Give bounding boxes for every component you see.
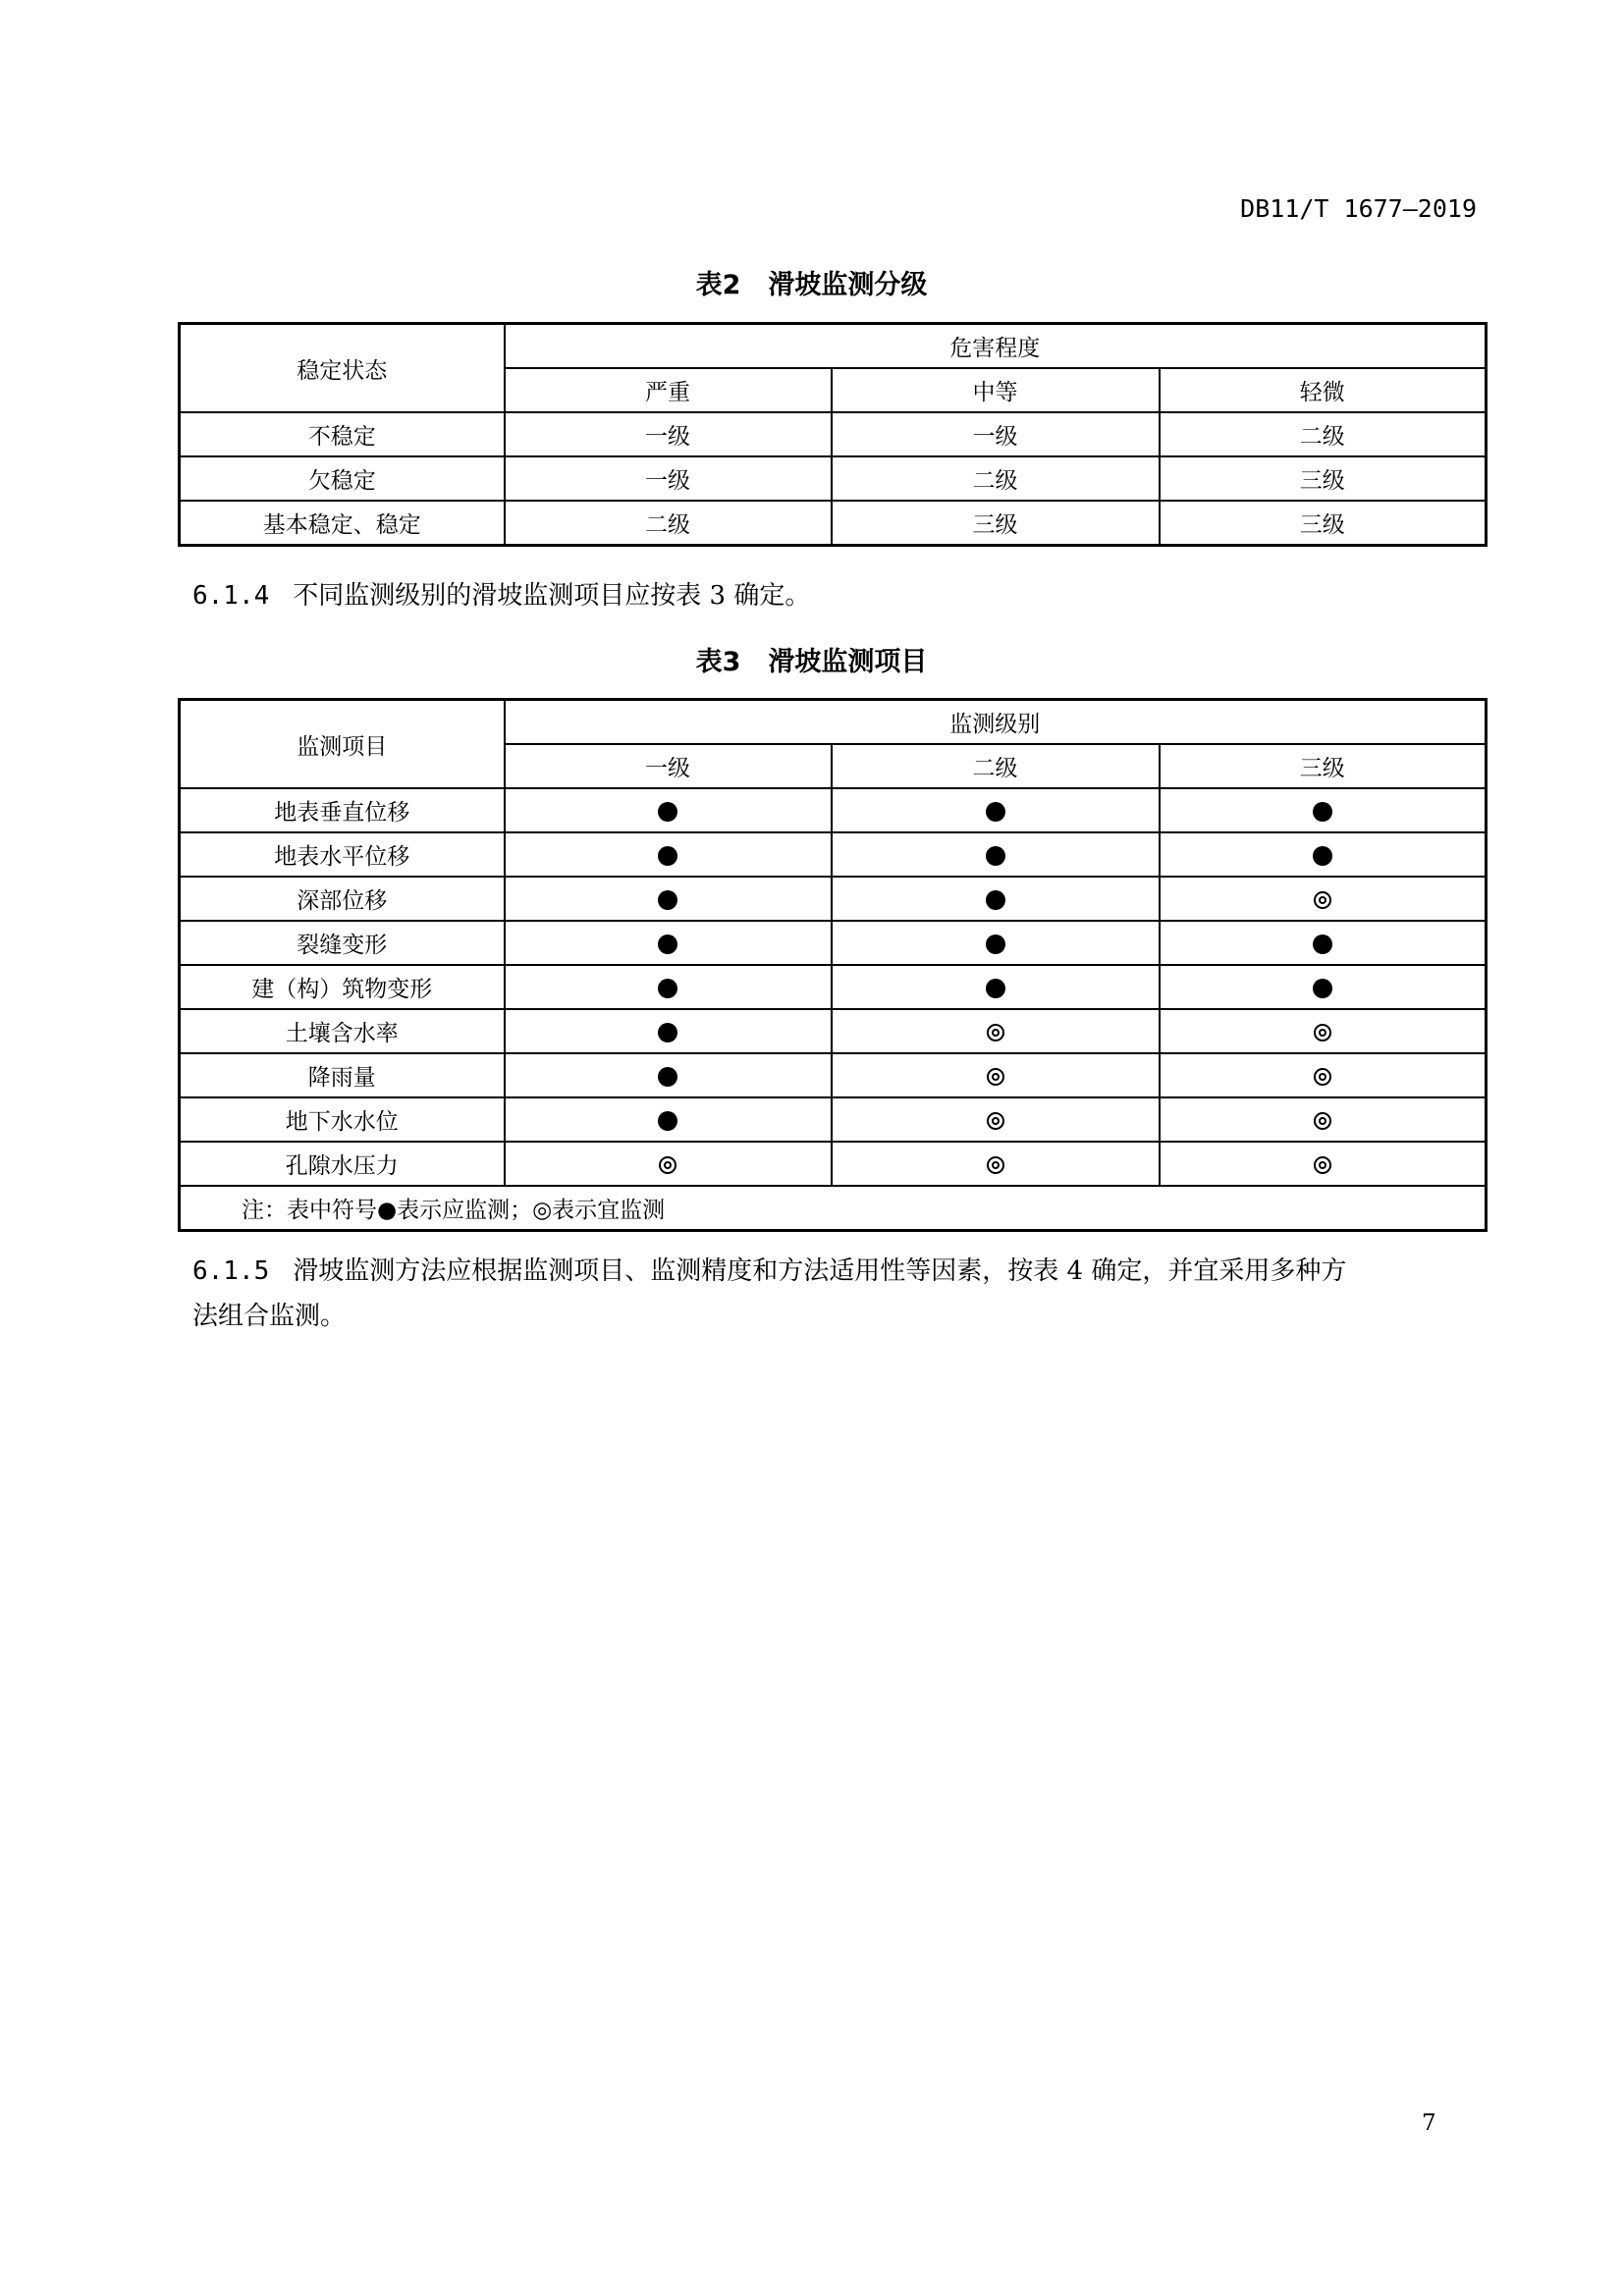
- table-cell: [832, 877, 1160, 921]
- recommended-monitoring-icon: [1314, 1024, 1331, 1041]
- required-monitoring-icon: [986, 934, 1005, 954]
- required-monitoring-icon: [658, 802, 677, 822]
- table-row: [180, 501, 1487, 546]
- table-row: [180, 877, 1487, 921]
- table-row: [180, 1097, 1487, 1142]
- table-cell: [505, 1097, 832, 1142]
- recommended-monitoring-icon: [1314, 1112, 1331, 1130]
- table-cell: 三级: [832, 501, 1160, 546]
- recommended-monitoring-icon: [1314, 1068, 1331, 1086]
- page-number: 7: [1422, 2110, 1436, 2136]
- table-cell: [505, 965, 832, 1009]
- row-label: 地下水水位: [180, 1097, 505, 1142]
- table-cell: [1160, 877, 1487, 921]
- table-cell: [1160, 965, 1487, 1009]
- table-row: [180, 1009, 1487, 1053]
- row-label: 深部位移: [180, 877, 505, 921]
- table-cell: [1160, 1142, 1487, 1186]
- clause-number: 6.1.5: [192, 1256, 270, 1286]
- row-label: 降雨量: [180, 1053, 505, 1097]
- table2-column-header: 中等: [832, 368, 1160, 412]
- table3-note: 注：表中符号●表示应监测；◎表示宜监测: [180, 1186, 1487, 1231]
- table3-row-header: 监测项目: [180, 700, 505, 789]
- recommended-monitoring-icon: [987, 1068, 1004, 1086]
- clause-text-line1: 滑坡监测方法应根据监测项目、监测精度和方法适用性等因素，按表 4 确定，并宜采用多种方: [293, 1256, 1347, 1286]
- required-monitoring-icon: [1313, 846, 1332, 866]
- table3-group-header: 监测级别: [505, 700, 1487, 745]
- table2-column-header: 严重: [505, 368, 832, 412]
- table-cell: 一级: [832, 412, 1160, 456]
- clause-text-line2: 法组合监测。: [192, 1302, 347, 1331]
- table-cell: [1160, 1097, 1487, 1142]
- required-monitoring-icon: [1313, 934, 1332, 954]
- required-monitoring-icon: [658, 934, 677, 954]
- row-label: 孔隙水压力: [180, 1142, 505, 1186]
- required-monitoring-icon: [986, 846, 1005, 866]
- row-label: 地表垂直位移: [180, 788, 505, 832]
- table2-caption-number: 表2: [695, 270, 741, 300]
- table3-caption-title: 滑坡监测项目: [768, 647, 928, 677]
- table-cell: [832, 788, 1160, 832]
- table2-caption-title: 滑坡监测分级: [768, 270, 928, 300]
- row-label: 土壤含水率: [180, 1009, 505, 1053]
- table-cell: [505, 877, 832, 921]
- table3-caption-number: 表3: [695, 647, 741, 677]
- table-cell: [832, 965, 1160, 1009]
- clause-number: 6.1.4: [192, 581, 270, 611]
- required-monitoring-icon: [986, 979, 1005, 998]
- document-code: DB11/T 1677—2019: [1240, 194, 1477, 223]
- required-monitoring-icon: [658, 890, 677, 910]
- table-cell: 三级: [1160, 501, 1487, 546]
- table3-column-header: 二级: [832, 744, 1160, 788]
- table-cell: [1160, 921, 1487, 965]
- recommended-monitoring-icon: [659, 1156, 676, 1174]
- table-cell: [505, 788, 832, 832]
- table-cell: [1160, 788, 1487, 832]
- required-monitoring-icon: [658, 846, 677, 866]
- recommended-monitoring-icon: [987, 1024, 1004, 1041]
- recommended-monitoring-icon: [987, 1156, 1004, 1174]
- required-monitoring-icon: [658, 1067, 677, 1087]
- clause-6-1-5: [192, 1249, 1488, 1339]
- table-row: [180, 456, 1487, 501]
- table2-group-header: 危害程度: [505, 324, 1487, 369]
- clause-text: 不同监测级别的滑坡监测项目应按表 3 确定。: [293, 581, 811, 611]
- row-label: 裂缝变形: [180, 921, 505, 965]
- recommended-monitoring-icon: [1314, 1156, 1331, 1174]
- table-cell: [832, 1142, 1160, 1186]
- table-cell: 二级: [1160, 412, 1487, 456]
- table-cell: [1160, 832, 1487, 877]
- table-cell: [832, 921, 1160, 965]
- clause-6-1-4: [192, 573, 1488, 618]
- table-cell: 二级: [505, 501, 832, 546]
- table-cell: 一级: [505, 456, 832, 501]
- table3: [178, 698, 1488, 1232]
- table2-column-header: 轻微: [1160, 368, 1487, 412]
- required-monitoring-icon: [986, 802, 1005, 822]
- table3-column-header: 一级: [505, 744, 832, 788]
- table-row: [180, 412, 1487, 456]
- table-row: [180, 832, 1487, 877]
- table-cell: 三级: [1160, 456, 1487, 501]
- required-monitoring-icon: [658, 1023, 677, 1042]
- table-row: [180, 788, 1487, 832]
- table-cell: [832, 1053, 1160, 1097]
- table-row: [180, 921, 1487, 965]
- table-cell: [505, 1009, 832, 1053]
- table-cell: 二级: [832, 456, 1160, 501]
- table-cell: 一级: [505, 412, 832, 456]
- required-monitoring-icon: [658, 979, 677, 998]
- table-cell: [505, 832, 832, 877]
- table-cell: [505, 1142, 832, 1186]
- table-cell: [1160, 1009, 1487, 1053]
- row-label: 不稳定: [180, 412, 505, 456]
- table-cell: [832, 1097, 1160, 1142]
- table-cell: [832, 1009, 1160, 1053]
- table-cell: [505, 1053, 832, 1097]
- table2-caption: [0, 263, 1623, 301]
- table2-row-header: 稳定状态: [180, 324, 505, 413]
- table-cell: [832, 832, 1160, 877]
- table3-column-header: 三级: [1160, 744, 1487, 788]
- recommended-monitoring-icon: [987, 1112, 1004, 1130]
- table-cell: [1160, 1053, 1487, 1097]
- table-row: [180, 1142, 1487, 1186]
- row-label: 建（构）筑物变形: [180, 965, 505, 1009]
- row-label: 基本稳定、稳定: [180, 501, 505, 546]
- table2: [178, 322, 1488, 547]
- table-row: [180, 965, 1487, 1009]
- required-monitoring-icon: [1313, 802, 1332, 822]
- row-label: 欠稳定: [180, 456, 505, 501]
- row-label: 地表水平位移: [180, 832, 505, 877]
- required-monitoring-icon: [986, 890, 1005, 910]
- required-monitoring-icon: [1313, 979, 1332, 998]
- table3-caption: [0, 640, 1623, 678]
- required-monitoring-icon: [658, 1111, 677, 1131]
- table-cell: [505, 921, 832, 965]
- recommended-monitoring-icon: [1314, 891, 1331, 909]
- table-row: [180, 1053, 1487, 1097]
